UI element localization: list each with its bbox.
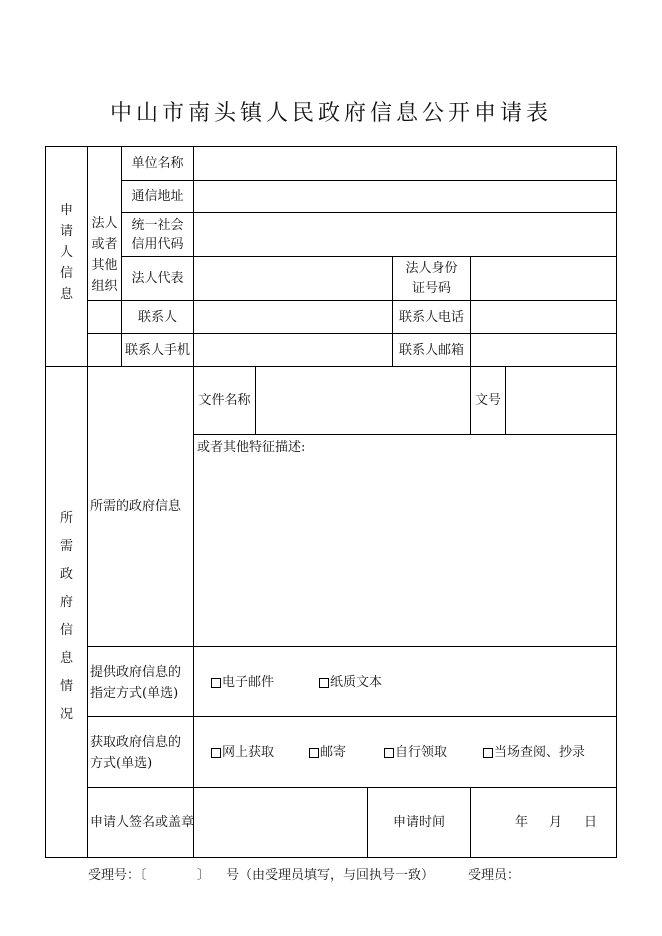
required-info-label: 所需的政府信息 — [90, 499, 182, 514]
contact-field[interactable] — [194, 301, 392, 333]
info-section-label: 所 需 政 府 信 息 情 况 — [59, 511, 73, 722]
applicant-section-label: 申 请 人 信 息 — [59, 203, 73, 302]
date-month: 月 — [549, 815, 563, 830]
signature-label: 申请人签名或盖章 — [90, 815, 195, 830]
org-label: 法人 或者 其他 组织 — [91, 216, 118, 294]
date-year: 年 — [515, 815, 529, 830]
file-name-field[interactable] — [256, 367, 470, 434]
credit-code-field[interactable] — [194, 213, 616, 256]
obtain-method-label: 获取政府信息的 方式(单选) — [90, 735, 182, 771]
credit-code-label: 统一社会 信用代码 — [131, 217, 184, 252]
legal-id-label: 法人身份 证号码 — [405, 260, 458, 296]
accept-number-close: 〕 — [197, 868, 211, 883]
legal-rep-field[interactable] — [194, 257, 392, 300]
form-title: 中山市南头镇人民政府信息公开申请表 — [109, 101, 552, 126]
contact-mobile-label: 联系人手机 — [124, 342, 190, 358]
doc-number-label: 文号 — [474, 393, 501, 408]
checkbox-icon — [309, 748, 319, 758]
checkbox-icon — [211, 748, 221, 758]
legal-rep-label: 法人代表 — [131, 271, 184, 286]
checkbox-icon — [211, 678, 221, 688]
address-label: 通信地址 — [131, 189, 184, 204]
signature-field[interactable] — [194, 788, 367, 857]
other-desc-label: 或者其他特征描述: — [197, 440, 306, 455]
option-online[interactable]: 网上获取 — [211, 743, 274, 763]
option-mail[interactable]: 邮寄 — [309, 743, 346, 763]
checkbox-icon — [483, 748, 493, 758]
apply-time-label: 申请时间 — [392, 815, 445, 830]
option-self-pickup[interactable]: 自行领取 — [384, 743, 447, 763]
contact-mobile-field[interactable] — [194, 334, 392, 366]
provide-method-label: 提供政府信息的 指定方式(单选) — [90, 665, 182, 701]
option-paper[interactable]: 纸质文本 — [319, 673, 382, 693]
doc-number-field[interactable] — [506, 367, 616, 434]
contact-phone-field[interactable] — [471, 301, 616, 333]
checkbox-icon — [384, 748, 394, 758]
contact-email-field[interactable] — [471, 334, 616, 366]
other-desc-field[interactable] — [194, 458, 616, 646]
contact-email-label: 联系人邮箱 — [398, 342, 464, 358]
checkbox-icon — [319, 678, 329, 688]
contact-phone-label: 联系人电话 — [398, 309, 464, 325]
accept-number-label: 受理号：〔 — [88, 868, 147, 883]
unit-name-label: 单位名称 — [131, 156, 184, 171]
unit-name-field[interactable] — [194, 147, 616, 180]
file-name-label: 文件名称 — [198, 393, 251, 408]
date-day: 日 — [584, 815, 598, 830]
address-field[interactable] — [194, 181, 616, 212]
clerk-label: 受理员： — [468, 868, 521, 883]
legal-id-field[interactable] — [471, 257, 616, 300]
option-onsite[interactable]: 当场查阅、抄录 — [483, 743, 585, 763]
accept-number-note: 号（由受理员填写，与回执号一致） — [226, 868, 435, 883]
option-email[interactable]: 电子邮件 — [211, 673, 274, 693]
contact-label: 联系人 — [137, 309, 177, 325]
